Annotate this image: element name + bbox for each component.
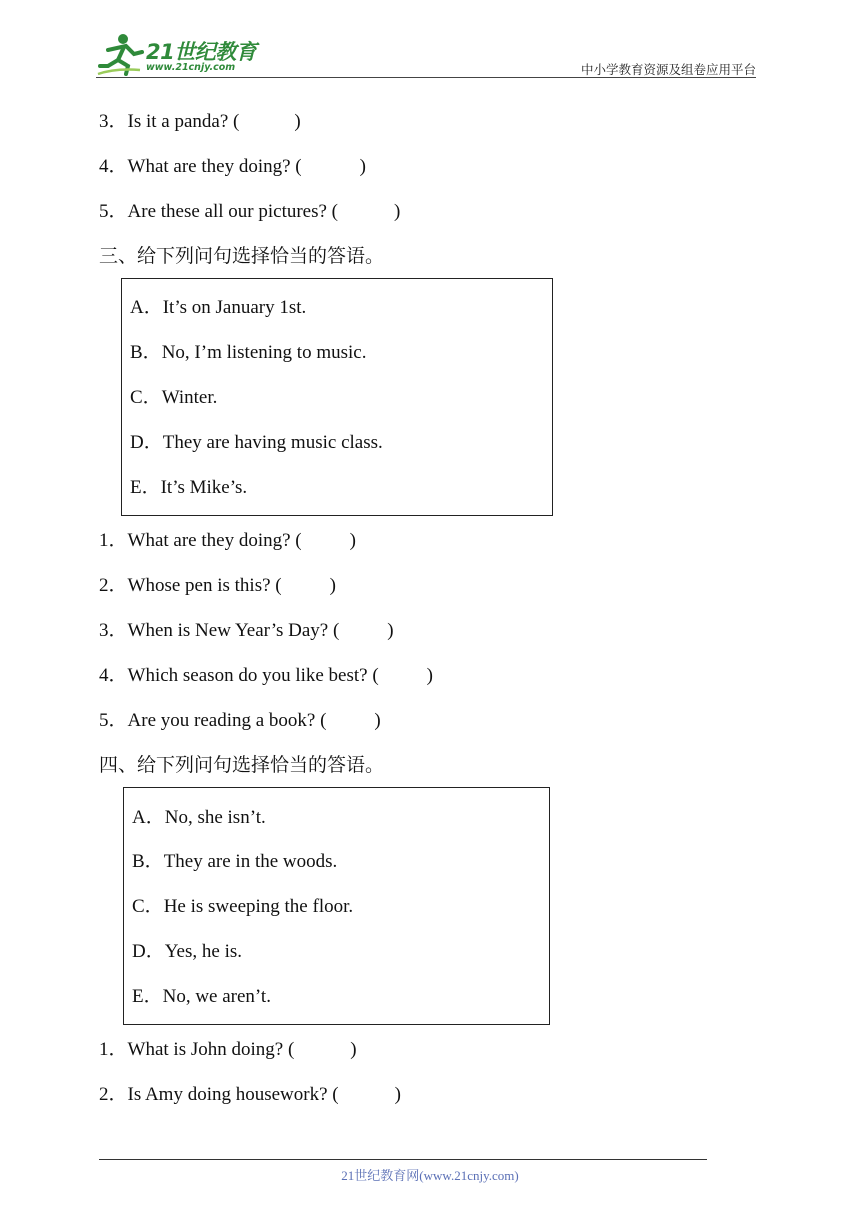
footer-divider [99, 1159, 707, 1160]
footer-link[interactable]: 21世纪教育网(www.21cnjy.com) [341, 1168, 519, 1183]
option-item: E．No, we aren’t. [132, 986, 271, 1007]
option-item: B．They are in the woods. [132, 851, 338, 872]
platform-label: 中小学教育资源及组卷应用平台 [580, 62, 756, 77]
option-item: D．They are having music class. [130, 432, 383, 453]
option-item: B．No, I’m listening to music. [130, 342, 367, 363]
question-item: 2．Whose pen is this? ( ) [99, 575, 336, 596]
options-box [123, 787, 550, 1025]
question-item: 5．Are these all our pictures? ( ) [99, 201, 401, 222]
question-item: 5．Are you reading a book? ( ) [99, 710, 381, 731]
logo [96, 32, 266, 76]
header-divider [96, 77, 756, 78]
question-item: 2．Is Amy doing housework? ( ) [99, 1084, 401, 1105]
option-item: A．It’s on January 1st. [130, 297, 307, 318]
question-item: 3．When is New Year’s Day? ( ) [99, 620, 394, 641]
section-title: 三、给下列问句选择恰当的答语。 [99, 245, 385, 267]
logo-url: www.21cnjy.com [146, 62, 236, 73]
option-item: D．Yes, he is. [132, 941, 242, 962]
option-item: C．Winter. [130, 387, 218, 408]
page-header [96, 30, 756, 80]
question-item: 1．What is John doing? ( ) [99, 1039, 357, 1060]
options-box [121, 278, 553, 516]
section-title: 四、给下列问句选择恰当的答语。 [99, 754, 385, 776]
question-item: 3．Is it a panda? ( ) [99, 111, 301, 132]
option-item: E．It’s Mike’s. [130, 477, 248, 498]
logo-text: 21世纪教育 [146, 40, 257, 64]
option-item: C．He is sweeping the floor. [132, 896, 354, 917]
question-item: 1．What are they doing? ( ) [99, 530, 356, 551]
question-item: 4．What are they doing? ( ) [99, 156, 366, 177]
option-item: A．No, she isn’t. [132, 807, 266, 828]
question-item: 4．Which season do you like best? ( ) [99, 665, 433, 686]
runner-logo-icon [96, 32, 146, 76]
